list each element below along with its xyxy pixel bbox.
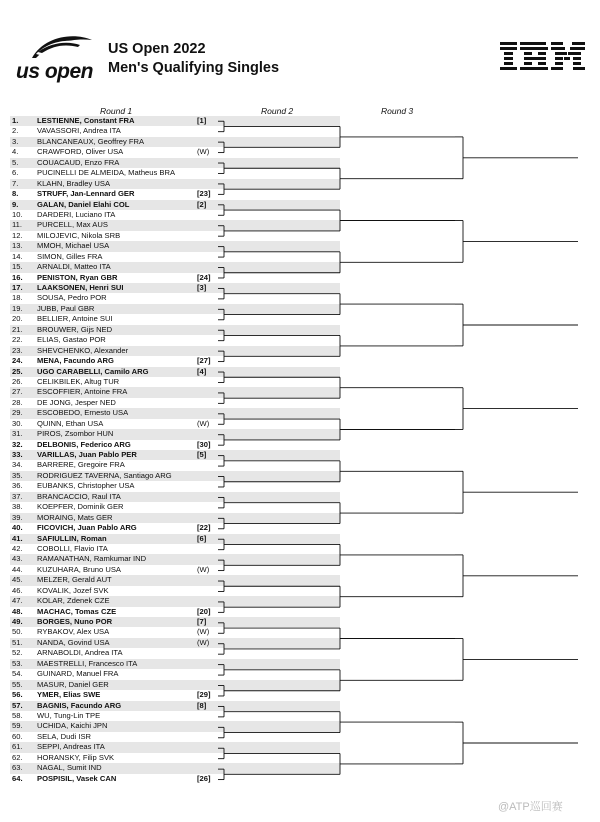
seed-tag: [30] [197, 439, 211, 449]
player-name: ELIAS, Gastao POR [37, 335, 106, 345]
draw-position: 30. [12, 418, 23, 428]
draw-position: 17. [12, 283, 23, 292]
player-name: UGO CARABELLI, Camilo ARG [37, 366, 149, 376]
player-name: MACHAC, Tomas CZE [37, 606, 117, 616]
seed-tag: (W) [197, 627, 210, 637]
player-name: QUINN, Ethan USA [37, 418, 104, 428]
player-name: CELIKBILEK, Altug TUR [37, 376, 120, 386]
draw-position: 22. [12, 335, 23, 345]
draw-position: 11. [12, 220, 22, 230]
player-name: MENA, Facundo ARG [37, 356, 114, 366]
draw-position: 3. [12, 136, 19, 146]
seed-tag: [29] [197, 690, 211, 700]
draw-position: 42. [12, 543, 23, 553]
seed-tag: [6] [197, 533, 207, 543]
draw-position: 61. [12, 742, 23, 752]
draw-position: 25. [12, 366, 23, 376]
player-name: KLAHN, Bradley USA [37, 178, 111, 188]
player-name: MORAING, Mats GER [37, 512, 113, 522]
player-name: BROUWER, Gijs NED [37, 324, 113, 334]
player-name: HORANSKY, Filip SVK [37, 752, 115, 762]
player-name: CRAWFORD, Oliver USA [37, 147, 124, 157]
draw-position: 51. [12, 637, 23, 647]
seed-tag: [5] [197, 450, 207, 459]
draw-position: 2. [12, 126, 19, 136]
round-1-header: Round 1 [100, 106, 133, 116]
seed-tag: [23] [197, 189, 211, 199]
player-name: FICOVICH, Juan Pablo ARG [37, 523, 137, 533]
player-name: RAMANATHAN, Ramkumar IND [37, 554, 147, 564]
player-name: COBOLLI, Flavio ITA [37, 543, 108, 553]
player-name: NAGAL, Sumit IND [37, 763, 102, 773]
draw-position: 26. [12, 376, 23, 386]
draw-position: 45. [12, 575, 23, 585]
draw-position: 53. [12, 658, 23, 668]
player-name: EUBANKS, Christopher USA [37, 481, 135, 491]
seed-tag: [3] [197, 283, 207, 292]
draw-position: 48. [12, 606, 23, 616]
draw-position: 8. [12, 189, 19, 199]
draw-position: 13. [12, 241, 23, 251]
player-name: BRANCACCIO, Raul ITA [37, 491, 121, 501]
player-name: PUCINELLI DE ALMEIDA, Matheus BRA [37, 168, 176, 178]
round-3-header: Round 3 [381, 106, 414, 116]
player-name: JUBB, Paul GBR [37, 303, 95, 313]
draw-position: 35. [12, 470, 23, 480]
player-name: SAFIULLIN, Roman [37, 533, 107, 543]
player-name: DARDERI, Luciano ITA [37, 209, 116, 219]
player-name: ARNALDI, Matteo ITA [37, 262, 111, 272]
draw-position: 28. [12, 397, 23, 407]
seed-tag: (W) [197, 418, 210, 428]
draw-position: 15. [12, 262, 23, 272]
seed-tag: [24] [197, 272, 211, 282]
draw-position: 52. [12, 648, 23, 658]
draw-position: 63. [12, 763, 23, 773]
seed-tag: [1] [197, 116, 207, 125]
player-name: MILOJEVIC, Nikola SRB [37, 230, 121, 240]
draw-position: 50. [12, 627, 23, 637]
tournament-title: US Open 2022 [108, 41, 206, 57]
draw-position: 34. [12, 460, 23, 470]
draw-position: 56. [12, 690, 23, 700]
draw-position: 33. [12, 450, 23, 459]
draw-position: 9. [12, 199, 19, 209]
draw-position: 27. [12, 387, 23, 397]
draw-position: 43. [12, 554, 23, 564]
seed-tag: (W) [197, 637, 210, 647]
draw-position: 10. [12, 209, 23, 219]
player-name: LESTIENNE, Constant FRA [37, 116, 135, 125]
player-name: BLANCANEAUX, Geoffrey FRA [37, 136, 145, 146]
player-name: KOLAR, Zdenek CZE [37, 596, 110, 606]
player-name: LAAKSONEN, Henri SUI [37, 283, 124, 292]
draw-position: 39. [12, 512, 23, 522]
draw-position: 32. [12, 439, 23, 449]
draw-position: 64. [12, 773, 23, 783]
player-name: VARILLAS, Juan Pablo PER [37, 450, 137, 459]
watermark: @ATP巡回赛 [498, 801, 563, 813]
draw-position: 31. [12, 429, 23, 439]
player-name: SEPPI, Andreas ITA [37, 742, 105, 752]
seed-tag: (W) [197, 564, 210, 574]
draw-position: 19. [12, 303, 23, 313]
draw-position: 4. [12, 147, 19, 157]
player-name: MMOH, Michael USA [37, 241, 110, 251]
draw-position: 49. [12, 617, 23, 626]
draw-position: 62. [12, 752, 23, 762]
draw-position: 58. [12, 710, 23, 720]
player-name: SHEVCHENKO, Alexander [37, 345, 129, 355]
draw-position: 41. [12, 533, 23, 543]
draw-position: 24. [12, 356, 23, 366]
draw-position: 14. [12, 251, 23, 261]
player-name: POSPISIL, Vasek CAN [37, 773, 117, 783]
draw-position: 29. [12, 408, 23, 418]
player-name: BAGNIS, Facundo ARG [37, 700, 122, 710]
draw-position: 40. [12, 523, 23, 533]
us-open-logo-text: us open [16, 60, 94, 83]
draw-position: 59. [12, 721, 23, 731]
draw-position: 12. [12, 230, 23, 240]
player-name: PENISTON, Ryan GBR [37, 272, 118, 282]
player-name: MELZER, Gerald AUT [37, 575, 112, 585]
draw-position: 5. [12, 157, 19, 167]
draw-position: 21. [12, 324, 23, 334]
seed-tag: [22] [197, 523, 211, 533]
player-name: STRUFF, Jan-Lennard GER [37, 189, 135, 199]
draw-position: 6. [12, 168, 19, 178]
player-name: NANDA, Govind USA [37, 637, 110, 647]
player-name: ESCOBEDO, Ernesto USA [37, 408, 129, 418]
player-name: COUACAUD, Enzo FRA [37, 157, 120, 167]
draw-position: 47. [12, 596, 23, 606]
player-name: PURCELL, Max AUS [37, 220, 108, 230]
player-name: RODRIGUEZ TAVERNA, Santiago ARG [37, 470, 172, 480]
player-name: KOEPFER, Dominik GER [37, 502, 124, 512]
player-name: YMER, Elias SWE [37, 690, 101, 700]
draw-position: 1. [12, 116, 19, 125]
seed-tag: [2] [197, 199, 207, 209]
seed-tag: [26] [197, 773, 211, 783]
draw-position: 36. [12, 481, 23, 491]
player-name: PIROS, Zsombor HUN [37, 429, 114, 439]
seed-tag: [20] [197, 606, 211, 616]
seed-tag: [27] [197, 356, 211, 366]
event-title: Men's Qualifying Singles [108, 60, 280, 76]
player-name: SOUSA, Pedro POR [37, 293, 107, 303]
player-name: KOVALIK, Jozef SVK [37, 585, 109, 595]
player-name: MASUR, Daniel GER [37, 679, 109, 689]
player-name: RYBAKOV, Alex USA [37, 627, 110, 637]
seed-tag: [7] [197, 617, 207, 626]
player-name: GALAN, Daniel Elahi COL [37, 199, 130, 209]
draw-position: 37. [12, 491, 23, 501]
draw-position: 60. [12, 731, 23, 741]
draw-position: 7. [12, 178, 19, 188]
draw-position: 16. [12, 272, 23, 282]
draw-position: 54. [12, 669, 23, 679]
player-name: BORGES, Nuno POR [37, 617, 113, 626]
player-name: DE JONG, Jesper NED [37, 397, 116, 407]
player-name: WU, Tung-Lin TPE [37, 710, 101, 720]
seed-tag: [8] [197, 700, 207, 710]
player-name: ARNABOLDI, Andrea ITA [37, 648, 123, 658]
draw-position: 44. [12, 564, 23, 574]
player-name: VAVASSORI, Andrea ITA [37, 126, 121, 136]
player-name: GUINARD, Manuel FRA [37, 669, 119, 679]
draw-position: 23. [12, 345, 23, 355]
draw-position: 55. [12, 679, 23, 689]
player-name: KUZUHARA, Bruno USA [37, 564, 121, 574]
player-name: UCHIDA, Kaichi JPN [37, 721, 108, 731]
draw-position: 38. [12, 502, 23, 512]
player-name: BELLIER, Antoine SUI [37, 314, 113, 324]
player-name: BARRERE, Gregoire FRA [37, 460, 125, 470]
player-name: SELA, Dudi ISR [37, 731, 92, 741]
seed-tag: [4] [197, 366, 207, 376]
player-name: SIMON, Gilles FRA [37, 251, 103, 261]
draw-position: 20. [12, 314, 23, 324]
round-2-header: Round 2 [261, 106, 294, 116]
player-name: ESCOFFIER, Antoine FRA [37, 387, 128, 397]
player-name: DELBONIS, Federico ARG [37, 439, 131, 449]
draw-position: 46. [12, 585, 23, 595]
player-name: MAESTRELLI, Francesco ITA [37, 658, 138, 668]
seed-tag: (W) [197, 147, 210, 157]
draw-position: 18. [12, 293, 23, 303]
draw-position: 57. [12, 700, 23, 710]
